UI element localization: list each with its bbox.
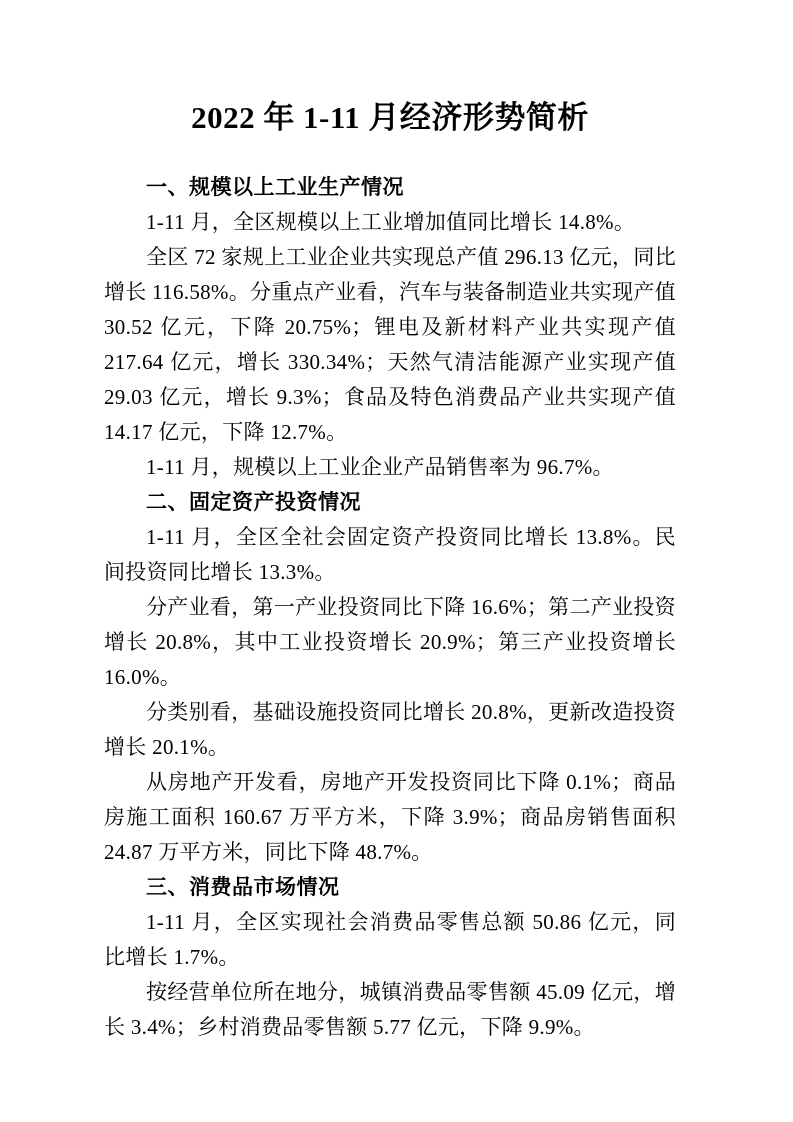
- section-heading: 三、消费品市场情况: [146, 876, 340, 899]
- paragraph: 1-11 月，全区实现社会消费品零售总额 50.86 亿元，同比增长 1.7%。: [104, 910, 676, 969]
- paragraph: 按经营单位所在地分，城镇消费品零售额 45.09 亿元，增长 3.4%；乡村消费品零售额 5.77 亿元，下降 9.9%。: [104, 980, 676, 1039]
- section-heading: 二、固定资产投资情况: [146, 491, 361, 514]
- paragraph: 1-11 月，全区规模以上工业增加值同比增长 14.8%。: [146, 210, 636, 234]
- document-content: [104, 0, 676, 1045]
- paragraph: 1-11 月，规模以上工业企业产品销售率为 96.7%。: [146, 455, 614, 479]
- paragraph: 分类别看，基础设施投资同比增长 20.8%，更新改造投资增长 20.1%。: [104, 700, 676, 759]
- paragraph: 分产业看，第一产业投资同比下降 16.6%；第二产业投资增长 20.8%，其中工业投资增长 20.9%；第三产业投资增长 16.0%。: [104, 595, 676, 689]
- document-title: 2022 年 1-11 月经济形势简析: [191, 100, 589, 135]
- paragraph: 1-11 月，全区全社会固定资产投资同比增长 13.8%。民间投资同比增长 13.3%。: [104, 525, 676, 584]
- paragraph: 全区 72 家规上工业企业共实现总产值 296.13 亿元，同比增长 116.58%。分重点产业看，汽车与装备制造业共实现产值 30.52 亿元，下降 20.75%；锂电及新材料产业共实现产值 217.64 亿元，增长 330.34%；天然气清洁能源产业实现产值 29.03 亿元，增长 9.3%；食品及特色消费品产业共实现产值 14.17 亿元，下降 12.7%。: [104, 245, 677, 444]
- section-heading: 一、规模以上工业生产情况: [146, 176, 404, 199]
- document-body: [104, 170, 676, 1045]
- paragraph: 从房地产开发看，房地产开发投资同比下降 0.1%；商品房施工面积 160.67 万平方米，下降 3.9%；商品房销售面积 24.87 万平方米，同比下降 48.7%。: [104, 770, 676, 864]
